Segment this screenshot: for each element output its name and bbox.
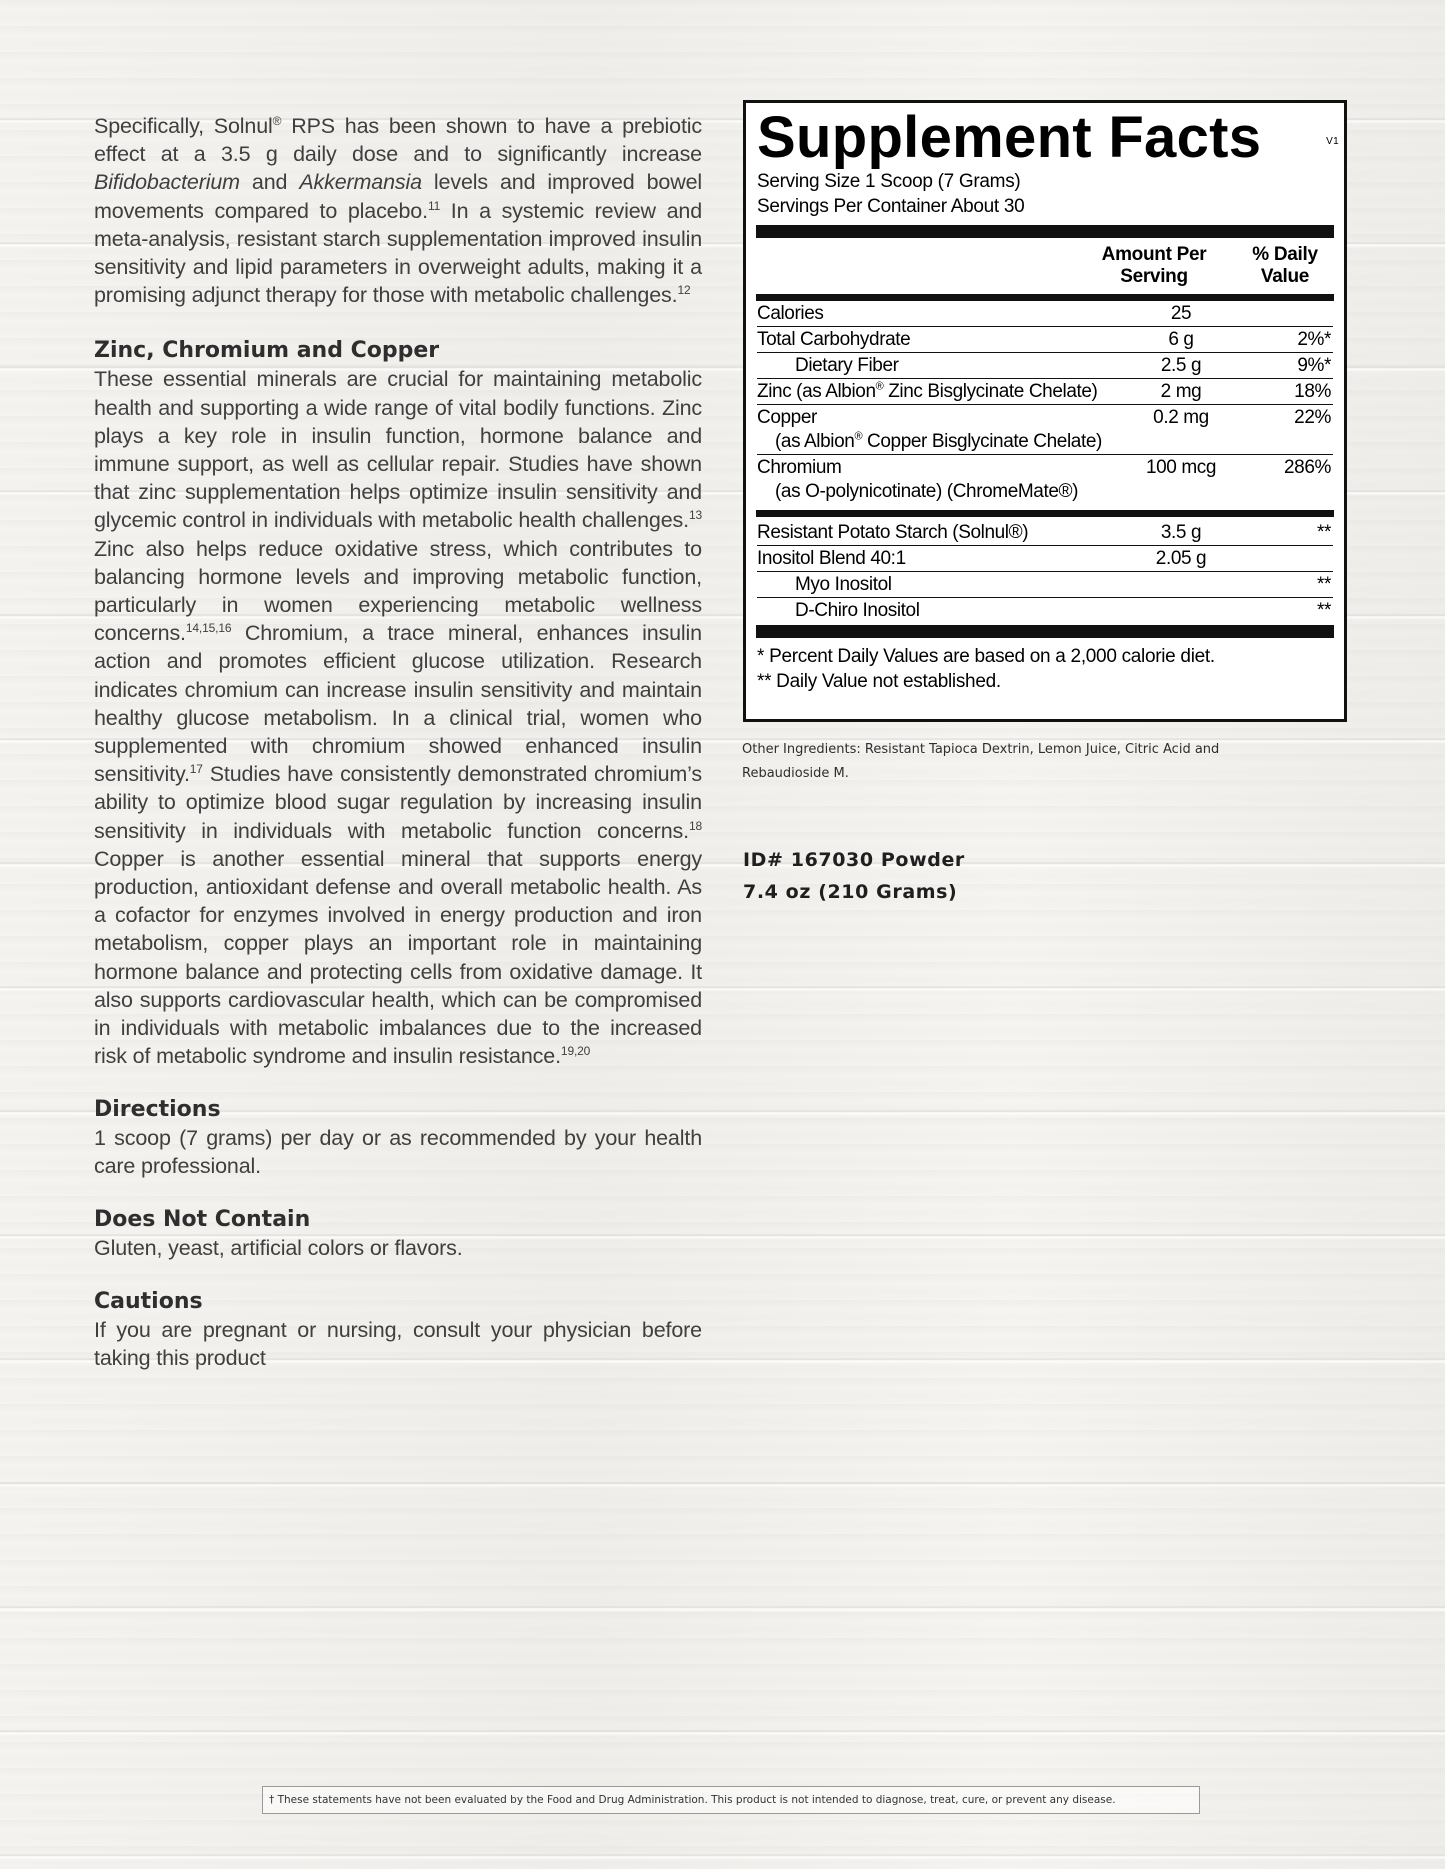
row-amount: 100 mcg [1145, 457, 1217, 478]
intro-text-1: Specifically, Solnul [94, 114, 273, 138]
intro-akkermansia: Akkermansia [299, 170, 422, 195]
directions-heading: Directions [94, 1096, 221, 1122]
reference-14-16: 14,15,16 [185, 621, 232, 636]
row-value: 2%* [1297, 329, 1331, 350]
intro-text-4: levels and improved bowel movements compared to placebo. [94, 170, 703, 223]
facts-divider-thick [756, 625, 1334, 638]
facts-divider-thick [756, 225, 1334, 238]
minerals-text-3: Chromium, a trace mineral, enhances insulin action and promotes efficient glucose utilization. Research indicates chromium can increase insulin sensitivity and maintain healthy glucose metabolism. In a clinical trial, women who supplemented with chromium showed enhanced insulin sensitivity. [94, 621, 702, 787]
row-value: 286% [1284, 457, 1331, 478]
supplement-facts-panel [743, 100, 1347, 722]
servings-per-container: Servings Per Container About 30 [757, 196, 1025, 217]
row-amount [1121, 599, 1241, 623]
facts-row-inositol-blend [757, 545, 1333, 571]
reference-13: 13 [688, 508, 703, 523]
reference-11: 11 [427, 198, 441, 213]
minerals-heading: Zinc, Chromium and Copper [94, 338, 440, 364]
facts-version: V1 [1326, 136, 1339, 147]
chromium-source: (as O-polynicotinate) (ChromeMate®) [775, 481, 1079, 502]
minerals-text-4: Studies have consistently demonstrated chromium’s ability to optimize blood sugar regulation by increasing insulin sensitivity in individuals with metabolic function concerns. [94, 762, 702, 843]
intro-text-3: and [239, 170, 300, 195]
copper-name: Copper [757, 407, 817, 428]
row-name: Calories [757, 303, 824, 324]
facts-divider-medium [756, 294, 1334, 301]
facts-divider-medium [756, 510, 1334, 517]
row-value: 9%* [1297, 355, 1331, 376]
copper-source [757, 430, 1121, 454]
facts-row-dietary-fiber [757, 352, 1333, 378]
row-amount: 0.2 mg [1153, 407, 1209, 428]
facts-row-total-carbohydrate [757, 326, 1333, 352]
footnote-not-established: ** Daily Value not established. [757, 671, 1001, 692]
row-value: 22% [1294, 407, 1331, 428]
footnotes [757, 638, 1333, 694]
copper-source-b: Copper Bisglycinate Chelate) [862, 431, 1102, 452]
reference-18: 18 [688, 818, 702, 833]
row-amount: 6 g [1168, 329, 1194, 350]
facts-row-myo-inositol [757, 571, 1333, 597]
row-name [757, 380, 1121, 404]
reference-17: 17 [189, 762, 203, 777]
facts-column-headers [757, 238, 1333, 294]
cautions-heading: Cautions [94, 1289, 203, 1315]
row-value [1241, 302, 1333, 326]
intro-paragraph [94, 112, 702, 309]
facts-title-text: Supplement Facts [757, 105, 1262, 170]
facts-row-chromium [757, 454, 1333, 510]
amount-per-serving-header: Amount Per Serving [1101, 244, 1207, 287]
reference-19-20: 19,20 [560, 1044, 591, 1059]
row-value [1241, 547, 1333, 571]
row-amount: 25 [1170, 303, 1192, 324]
minerals-text-2: Zinc also helps reduce oxidative stress, which contributes to balancing hormone levels and improving metabolic function, particularly in women experiencing metabolic wellness concerns. [94, 536, 702, 646]
facts-row-zinc [757, 378, 1333, 404]
registered-mark: ® [854, 430, 863, 443]
directions-text: 1 scoop (7 grams) per day or as recommended by your health care professional. [94, 1125, 702, 1178]
row-amount: 2 mg [1160, 381, 1202, 402]
row-name: Total Carbohydrate [757, 329, 911, 350]
product-info [743, 844, 965, 908]
minerals-text-5: Copper is another essential mineral that supports energy production, antioxidant defense and overall metabolic health. As a cofactor for enzymes involved in energy production and iron metabolism, copper plays an important role in maintaining hormone balance and protecting cells from oxidative damage. It also supports cardiovascular health, which can be compromised in individuals with metabolic imbalances due to the increased risk of metabolic syndrome and insulin resistance. [94, 846, 702, 1069]
other-ingredients: Other Ingredients: Resistant Tapioca Dextrin, Lemon Juice, Citric Acid and Rebaudioside M. [742, 742, 1220, 781]
registered-mark: ® [875, 380, 884, 393]
intro-bifidobacterium: Bifidobacterium [94, 170, 240, 195]
registered-mark: ® [272, 113, 282, 128]
zinc-name: Zinc (as Albion [757, 381, 876, 402]
does-not-contain-text: Gluten, yeast, artificial colors or flavors. [94, 1235, 463, 1260]
row-value: ** [1317, 522, 1331, 543]
row-value: ** [1317, 600, 1331, 621]
minerals-text-1: These essential minerals are crucial for maintaining metabolic health and supporting a wide range of vital bodily functions. Zinc plays a key role in insulin function, hormone balance and immune support, as well as cellular repair. Studies have shown that zinc supplementation helps optimize insulin sensitivity and glycemic control in individuals with metabolic health challenges. [94, 367, 702, 533]
row-amount: 2.5 g [1160, 355, 1202, 376]
serving-size: Serving Size 1 Scoop (7 Grams) [757, 171, 1021, 192]
row-amount: 2.05 g [1155, 548, 1207, 569]
cautions-text: If you are pregnant or nursing, consult your physician before taking this product [94, 1318, 702, 1371]
row-value: ** [1317, 574, 1331, 595]
reference-12: 12 [677, 283, 691, 298]
product-id: ID# 167030 Powder [743, 849, 965, 871]
intro-text-2: RPS has been shown to have a prebiotic effect at a 3.5 g daily dose and to significantly increase [94, 114, 702, 167]
does-not-contain-heading: Does Not Contain [94, 1206, 311, 1232]
daily-value-header: % Daily Value [1252, 244, 1318, 287]
minerals-paragraph [94, 365, 702, 1070]
row-amount [1121, 573, 1241, 597]
row-amount: 3.5 g [1160, 522, 1202, 543]
product-size: 7.4 oz (210 Grams) [743, 881, 958, 903]
zinc-name-rest: Zinc Bisglycinate Chelate) [883, 381, 1098, 402]
facts-row-d-chiro-inositol [757, 597, 1333, 625]
fda-disclaimer: † These statements have not been evaluated by the Food and Drug Administration. This product is not intended to diagnose, treat, cure, or prevent any disease. [262, 1786, 1200, 1814]
copper-source-a: (as Albion [775, 431, 855, 452]
row-name: Inositol Blend 40:1 [757, 548, 906, 569]
row-name: Myo Inositol [795, 574, 892, 595]
facts-title [757, 105, 1339, 170]
chromium-name: Chromium [757, 457, 842, 478]
row-name [757, 406, 1121, 454]
row-name: D-Chiro Inositol [795, 600, 920, 621]
row-name [757, 456, 1121, 504]
row-name: Dietary Fiber [795, 355, 899, 376]
footnote-daily-values: * Percent Daily Values are based on a 2,000 calorie diet. [757, 646, 1215, 667]
facts-row-resistant-potato-starch [757, 517, 1333, 545]
facts-row-copper [757, 404, 1333, 454]
row-value: 18% [1294, 381, 1331, 402]
row-name: Resistant Potato Starch (Solnul®) [757, 522, 1029, 543]
intro-text-5: In a systemic review and meta-analysis, resistant starch supplementation improved insulin sensitivity and lipid parameters in overweight adults, making it a promising adjunct therapy for those with metabolic challenges. [94, 198, 702, 308]
facts-row-calories [757, 301, 1333, 326]
left-column [94, 112, 702, 1373]
